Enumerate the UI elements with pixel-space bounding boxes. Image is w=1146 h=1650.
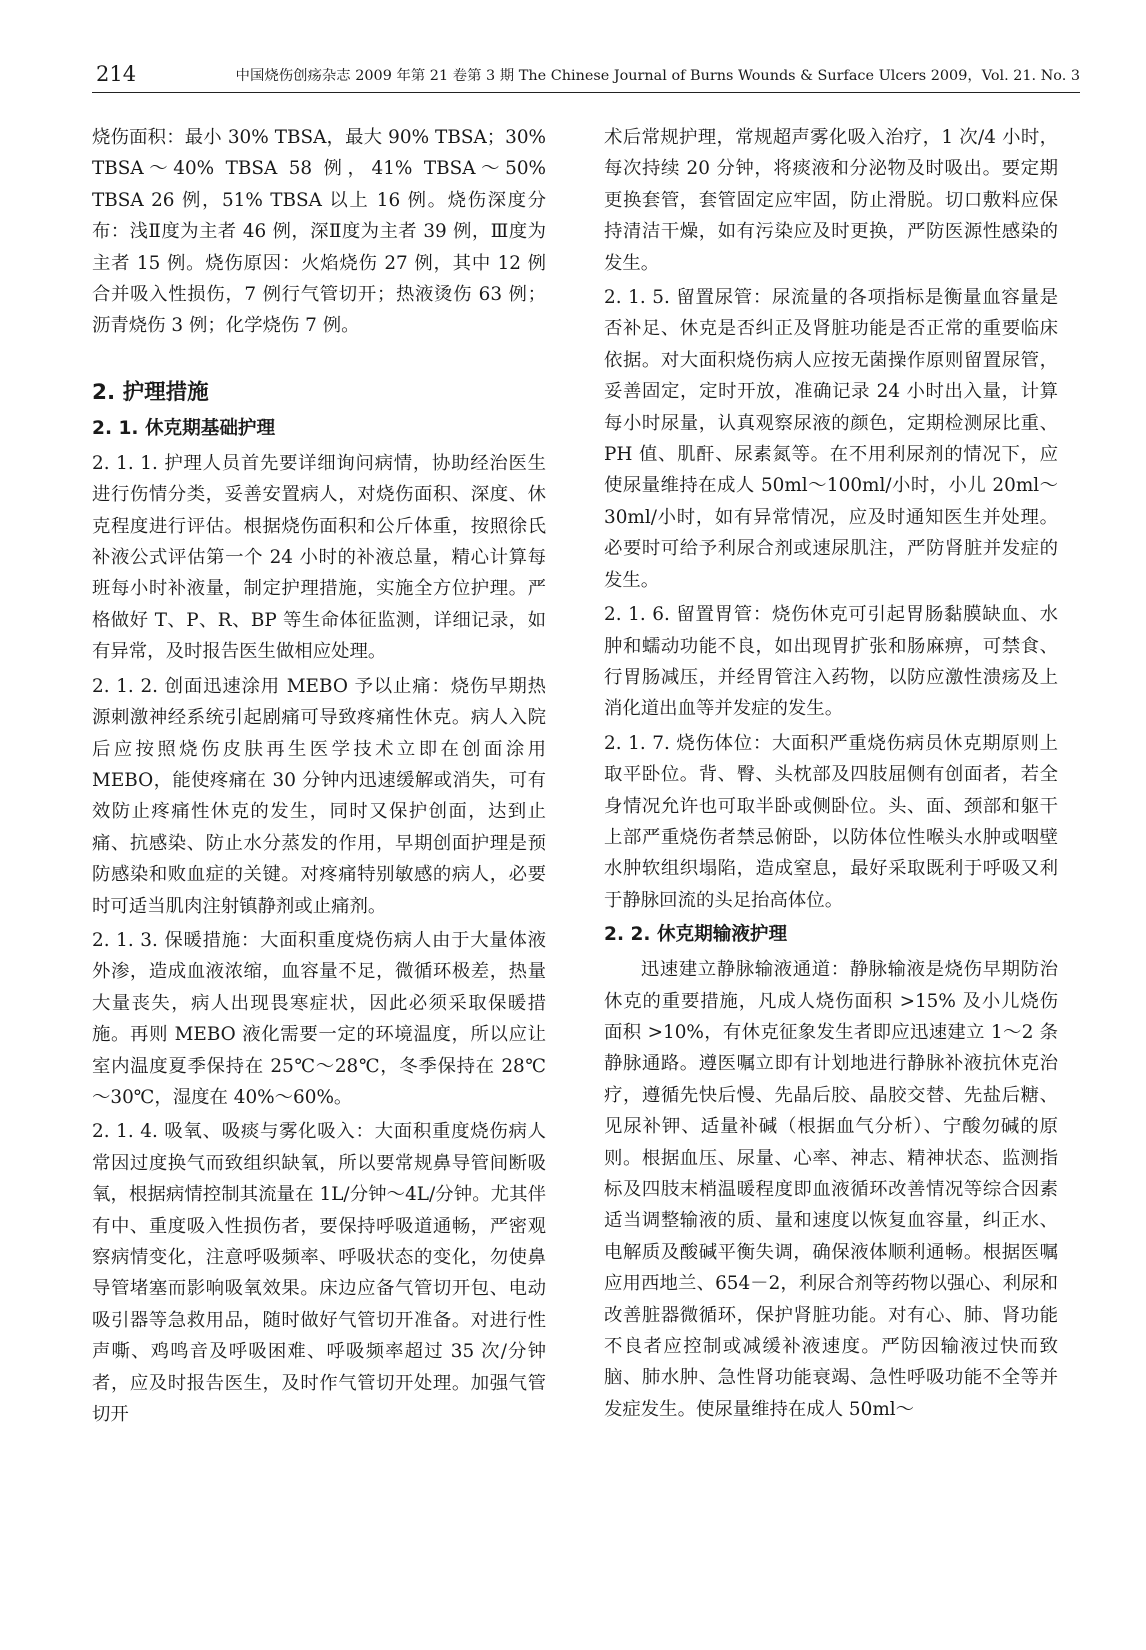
paragraph-2-1-6: 2. 1. 6. 留置胃管：烧伤休克可引起胃肠黏膜缺血、水肿和蠕动功能不良，如出现胃扩张和肠麻痹，可禁食、行胃肠减压，并经胃管注入药物，以防应激性溃疡及上消化道出血等并发症的发生。 — [604, 604, 1058, 720]
right-column — [604, 122, 1058, 1428]
page-header — [0, 0, 1146, 100]
header-divider — [92, 92, 1080, 93]
left-column — [92, 122, 546, 1433]
intro-paragraph: 烧伤面积：最小 30% TBSA，最大 90% TBSA；30% TBSA～40% TBSA 58 例，41% TBSA～50% TBSA 26 例，51% TBSA 以上 16 例。烧伤深度分布：浅Ⅱ度为主者 46 例，深Ⅱ度为主者 39 例，Ⅲ度为主者 15 例。烧伤原因：火焰烧伤 27 例，其中 12 例合并吸入性损伤，7 例行气管切开；热液烫伤 63 例；沥青烧伤 3 例；化学烧伤 7 例。 — [92, 127, 546, 337]
section-heading-2: 2. 护理措施 — [92, 379, 209, 405]
subsection-heading-2-2: 2. 2. 休克期输液护理 — [604, 924, 788, 946]
running-header: 中国烧伤创疡杂志 2009 年第 21 卷第 3 期 The Chinese Journal of Burns Wounds & Surface Ulcers 2009，Vol. 21. No. 3 — [235, 68, 1080, 84]
paragraph-2-1-1: 2. 1. 1. 护理人员首先要详细询问病情，协助经治医生进行伤情分类，妥善安置病人，对烧伤面积、深度、休克程度进行评估。根据烧伤面积和公斤体重，按照徐氏补液公式评估第一个 24 小时的补液总量，精心计算每班每小时补液量，制定护理措施，实施全方位护理。严格做好 T、P、R、BP 等生命体征监测，详细记录，如有异常，及时报告医生做相应处理。 — [92, 452, 546, 663]
paragraph-2-1-7: 2. 1. 7. 烧伤体位：大面积严重烧伤病员休克期原则上取平卧位。背、臀、头枕部及四肢屈侧有创面者，若全身情况允许也可取半卧或侧卧位。头、面、颈部和躯干上部严重烧伤者禁忌俯卧，以防体位性喉头水肿或咽壁水肿软组织塌陷，造成窒息，最好采取既利于呼吸又利于静脉回流的头足抬高体位。 — [604, 732, 1058, 911]
subsection-heading-2-1: 2. 1. 休克期基础护理 — [92, 417, 276, 439]
paragraph-2-1-4-continued: 术后常规护理，常规超声雾化吸入治疗，1 次/4 小时，每次持续 20 分钟，将痰液和分泌物及时吸出。要定期更换套管，套管固定应牢固，防止滑脱。切口敷料应保持清洁干燥，如有污染应及时更换，严防医源性感染的发生。 — [604, 127, 1058, 274]
paragraph-2-1-5: 2. 1. 5. 留置尿管：尿流量的各项指标是衡量血容量是否补足、休克是否纠正及肾脏功能是否正常的重要临床依据。对大面积烧伤病人应按无菌操作原则留置尿管，妥善固定，定时开放，准确记录 24 小时出入量，计算每小时尿量，认真观察尿液的颜色，定期检测尿比重、PH 值、肌酐、尿素氮等。在不用利尿剂的情况下，应使尿量维持在成人 50ml～100ml/小时，小儿 20ml～30ml/小时，如有异常情况，应及时通知医生并处理。必要时可给予利尿合剂或速尿肌注，严防肾脏并发症的发生。 — [604, 287, 1058, 591]
page-number: 214 — [96, 62, 137, 86]
paragraph-2-1-2: 2. 1. 2. 创面迅速涂用 MEBO 予以止痛：烧伤早期热源刺激神经系统引起剧痛可导致疼痛性休克。病人入院后应按照烧伤皮肤再生医学技术立即在创面涂用 MEBO，能使疼痛在 30 分钟内迅速缓解或消失，可有效防止疼痛性休克的发生，同时又保护创面，达到止痛、抗感染、防止水分蒸发的作用，早期创面护理是预防感染和败血症的关键。对疼痛特别敏感的病人，必要时可适当肌肉注射镇静剂或止痛剂。 — [92, 675, 546, 917]
paragraph-2-2: 迅速建立静脉输液通道：静脉输液是烧伤早期防治休克的重要措施，凡成人烧伤面积 >15% 及小儿烧伤面积 >10%，有休克征象发生者即应迅速建立 1～2 条静脉通路。遵医嘱立即有计划地进行静脉补液抗休克治疗，遵循先快后慢、先晶后胶、晶胶交替、先盐后糖、见尿补钾、适量补碱（根据血气分析）、宁酸勿碱的原则。根据血压、尿量、心率、神志、精神状态、监测指标及四肢末梢温暖程度即血液循环改善情况等综合因素适当调整输液的质、量和速度以恢复血容量，纠正水、电解质及酸碱平衡失调，确保液体顺利通畅。根据医嘱应用西地兰、654－2，利尿合剂等药物以强心、利尿和改善脏器微循环，保护肾脏功能。对有心、肺、肾功能不良者应控制或减缓补液速度。严防因输液过快而致脑、肺水肿、急性肾功能衰竭、急性呼吸功能不全等并发症发生。使尿量维持在成人 50ml～ — [604, 959, 1058, 1420]
paragraph-2-1-4: 2. 1. 4. 吸氧、吸痰与雾化吸入：大面积重度烧伤病人常因过度换气而致组织缺氧，所以要常规鼻导管间断吸氧，根据病情控制其流量在 1L/分钟～4L/分钟。尤其伴有中、重度吸入性损伤者，要保持呼吸道通畅，严密观察病情变化，注意呼吸频率、呼吸状态的变化，勿使鼻导管堵塞而影响吸氧效果。床边应备气管切开包、电动吸引器等急救用品，随时做好气管切开准备。对进行性声嘶、鸡鸣音及呼吸困难、呼吸频率超过 35 次/分钟者，应及时报告医生，及时作气管切开处理。加强气管切开 — [92, 1121, 546, 1426]
paragraph-2-1-3: 2. 1. 3. 保暖措施：大面积重度烧伤病人由于大量体液外渗，造成血液浓缩，血容量不足，微循环极差，热量大量丧失，病人出现畏寒症状，因此必须采取保暖措施。再则 MEBO 液化需要一定的环境温度，所以应让室内温度夏季保持在 25℃～28℃，冬季保持在 28℃～30℃，湿度在 40%～60%。 — [92, 929, 546, 1108]
